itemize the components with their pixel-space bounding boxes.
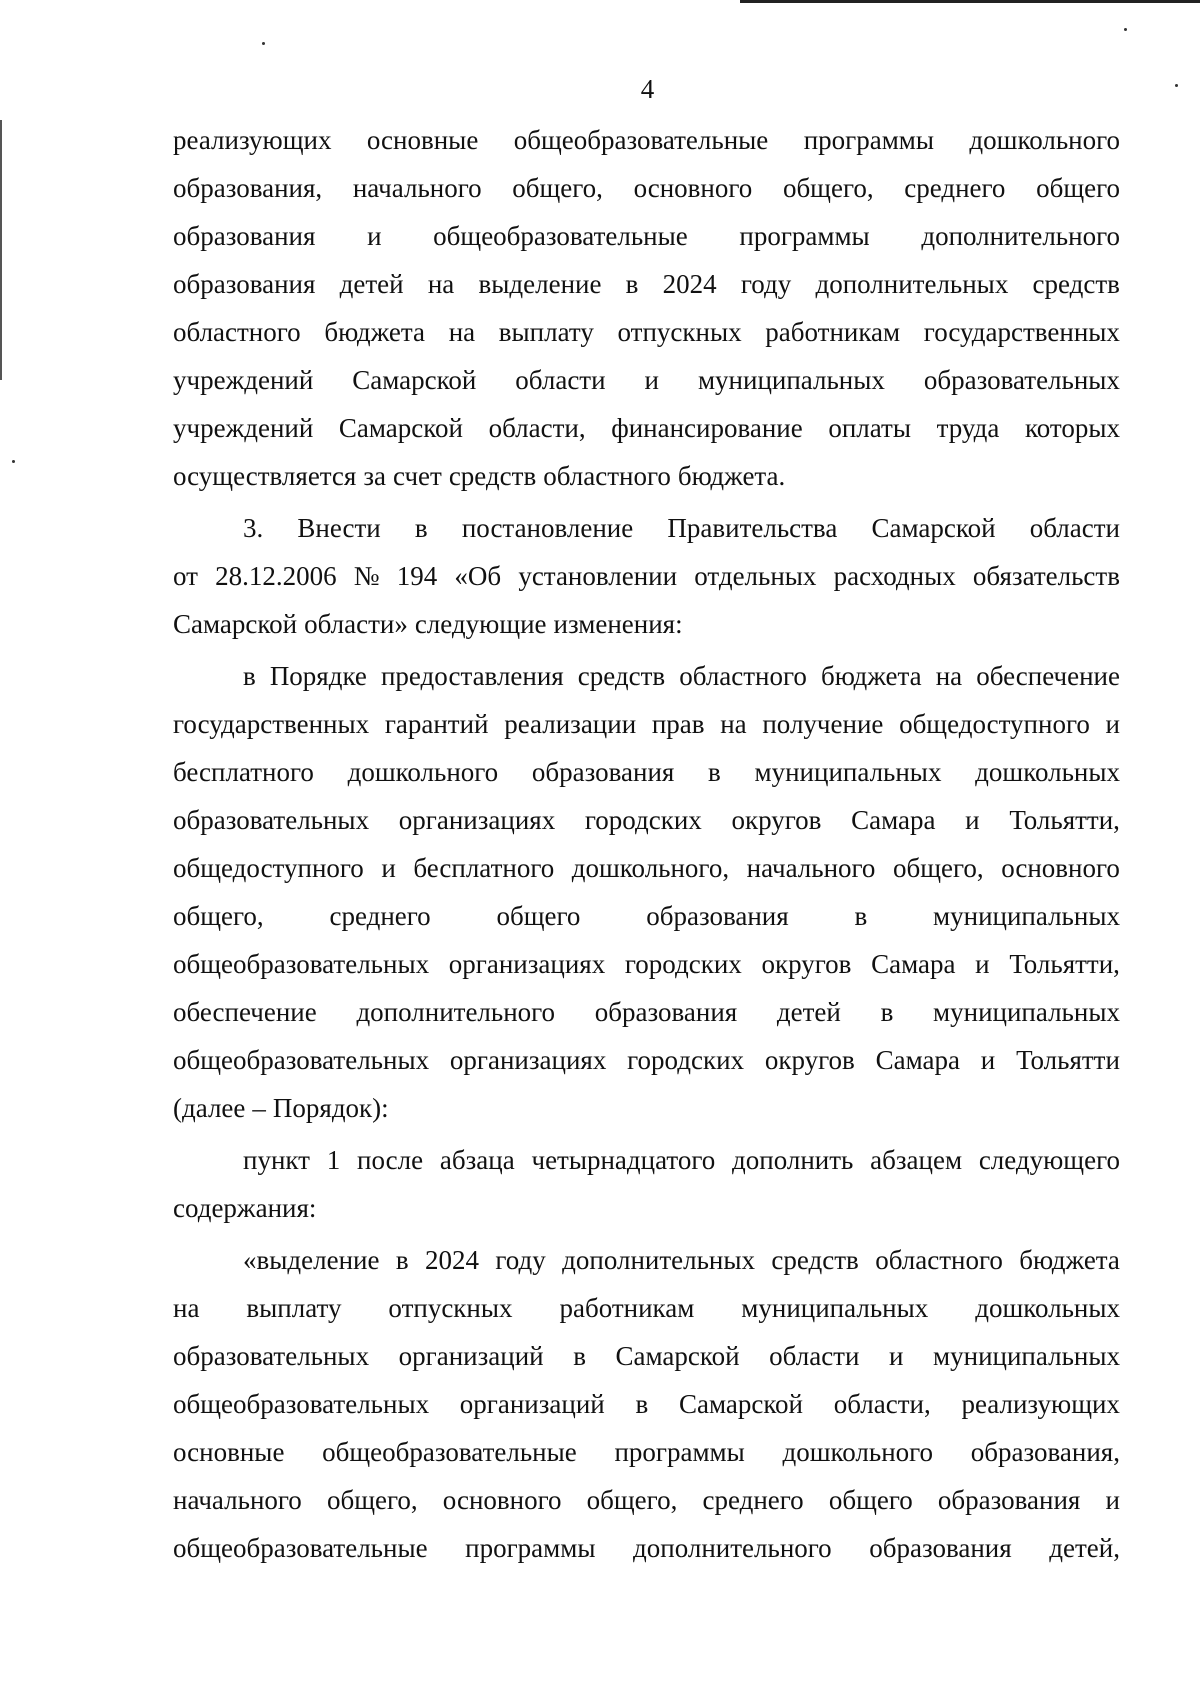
document-body <box>173 116 1120 1572</box>
text-line: учреждений Самарской области и муниципальных образовательных <box>173 365 1120 395</box>
text-line: общего, среднего общего образования в муниципальных <box>173 901 1120 931</box>
text-line: общеобразовательные программы дополнительного образования детей, <box>173 1533 1120 1563</box>
text-line: реализующих основные общеобразовательные программы дошкольного <box>173 125 1120 155</box>
text-line: Самарской области» следующие изменения: <box>173 609 683 639</box>
text-line: образования детей на выделение в 2024 году дополнительных средств <box>173 269 1120 299</box>
text-line: бесплатного дошкольного образования в муниципальных дошкольных <box>173 757 1120 787</box>
text-line: образования и общеобразовательные программы дополнительного <box>173 221 1120 251</box>
text-line: на выплату отпускных работникам муниципальных дошкольных <box>173 1293 1120 1323</box>
text-line: образовательных организациях городских округов Самара и Тольятти, <box>173 805 1120 835</box>
text-line: (далее – Порядок): <box>173 1093 389 1123</box>
text-line: учреждений Самарской области, финансирование оплаты труда которых <box>173 413 1120 443</box>
scan-left-edge <box>0 120 2 380</box>
text-line: общеобразовательных организациях городских округов Самара и Тольятти <box>173 1045 1120 1075</box>
text-line: образования, начального общего, основного общего, среднего общего <box>173 173 1120 203</box>
scan-speck <box>12 460 15 463</box>
scan-speck <box>262 42 265 45</box>
text-line: обеспечение дополнительного образования детей в муниципальных <box>173 997 1120 1027</box>
scan-top-rule <box>740 0 1200 3</box>
text-line: в Порядке предоставления средств областного бюджета на обеспечение <box>243 661 1120 691</box>
paragraph-item-3 <box>173 504 1120 648</box>
paragraph-quote <box>173 1236 1120 1572</box>
text-line: 3. Внести в постановление Правительства Самарской области <box>243 513 1120 543</box>
paragraph-punkt-1 <box>173 1136 1120 1232</box>
scan-speck <box>1124 28 1127 31</box>
text-line: образовательных организаций в Самарской области и муниципальных <box>173 1341 1120 1371</box>
text-line: общедоступного и бесплатного дошкольного, начального общего, основного <box>173 853 1120 883</box>
text-line: основные общеобразовательные программы дошкольного образования, <box>173 1437 1120 1467</box>
text-line: осуществляется за счет средств областного бюджета. <box>173 461 786 491</box>
text-line: общеобразовательных организациях городских округов Самара и Тольятти, <box>173 949 1120 979</box>
text-line: пункт 1 после абзаца четырнадцатого дополнить абзацем следующего <box>243 1145 1120 1175</box>
text-line: «выделение в 2024 году дополнительных средств областного бюджета <box>243 1245 1120 1275</box>
text-line: от 28.12.2006 № 194 «Об установлении отдельных расходных обязательств <box>173 561 1120 591</box>
text-line: областного бюджета на выплату отпускных работникам государственных <box>173 317 1120 347</box>
paragraph-continuation <box>173 116 1120 500</box>
page-number: 4 <box>640 74 655 104</box>
text-line: содержания: <box>173 1193 317 1223</box>
text-line: государственных гарантий реализации прав на получение общедоступного и <box>173 709 1120 739</box>
text-line: общеобразовательных организаций в Самарской области, реализующих <box>173 1389 1120 1419</box>
paragraph-poryadok <box>173 652 1120 1132</box>
text-line: начального общего, основного общего, среднего общего образования и <box>173 1485 1120 1515</box>
